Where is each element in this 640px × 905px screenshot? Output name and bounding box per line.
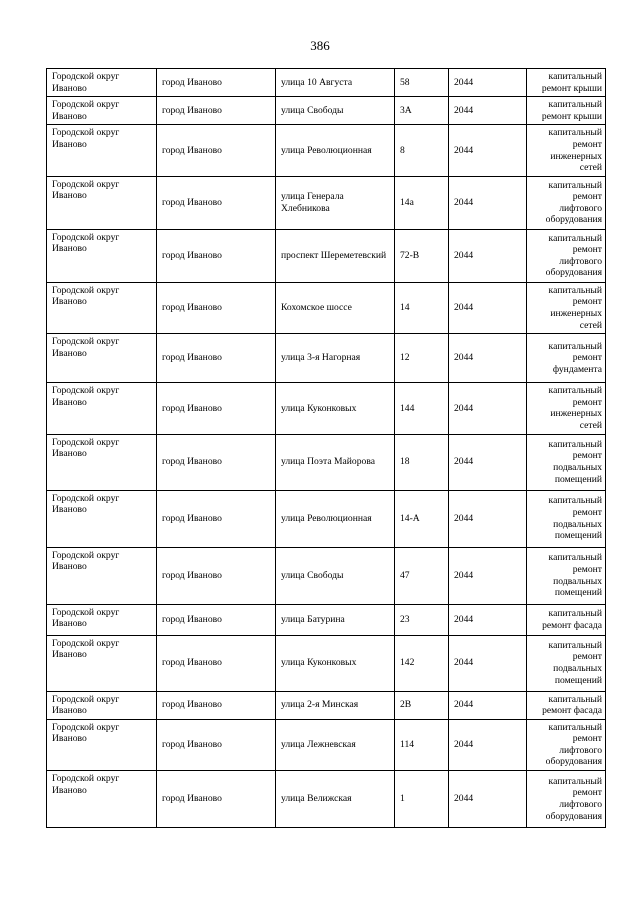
municipality-cell: Городской округ Иваново [47, 604, 157, 635]
table-row [47, 604, 606, 635]
year-cell: 2044 [449, 434, 527, 490]
locality-cell: город Иваново [157, 604, 276, 635]
table-body [47, 69, 606, 828]
locality-cell: город Иваново [157, 125, 276, 176]
street-cell: улица Куконковых [276, 635, 395, 691]
municipality-cell: Городской округ Иваново [47, 97, 157, 125]
work-type-cell: капитальный ремонт инженерных сетей [527, 383, 606, 434]
work-type-cell: капитальный ремонт подвальных помещений [527, 547, 606, 604]
work-type-cell: капитальный ремонт крыши [527, 69, 606, 97]
table-row [47, 434, 606, 490]
work-type-cell: капитальный ремонт лифтового оборудования [527, 229, 606, 282]
locality-cell: город Иваново [157, 176, 276, 229]
municipality-cell: Городской округ Иваново [47, 719, 157, 770]
table-row [47, 490, 606, 547]
municipality-cell: Городской округ Иваново [47, 635, 157, 691]
year-cell: 2044 [449, 547, 527, 604]
year-cell: 2044 [449, 771, 527, 828]
locality-cell: город Иваново [157, 383, 276, 434]
table-row [47, 691, 606, 719]
locality-cell: город Иваново [157, 719, 276, 770]
year-cell: 2044 [449, 383, 527, 434]
table-row [47, 547, 606, 604]
municipality-cell: Городской округ Иваново [47, 176, 157, 229]
house-number-cell: 58 [395, 69, 449, 97]
table-row [47, 69, 606, 97]
municipality-cell: Городской округ Иваново [47, 771, 157, 828]
locality-cell: город Иваново [157, 547, 276, 604]
municipality-cell: Городской округ Иваново [47, 547, 157, 604]
work-type-cell: капитальный ремонт лифтового оборудования [527, 719, 606, 770]
repair-schedule-table [46, 68, 606, 828]
street-cell: улица Генерала Хлебникова [276, 176, 395, 229]
house-number-cell: 23 [395, 604, 449, 635]
table-row [47, 771, 606, 828]
municipality-cell: Городской округ Иваново [47, 229, 157, 282]
year-cell: 2044 [449, 691, 527, 719]
year-cell: 2044 [449, 635, 527, 691]
locality-cell: город Иваново [157, 282, 276, 333]
locality-cell: город Иваново [157, 69, 276, 97]
street-cell: улица Куконковых [276, 383, 395, 434]
work-type-cell: капитальный ремонт инженерных сетей [527, 282, 606, 333]
house-number-cell: 18 [395, 434, 449, 490]
house-number-cell: 14 [395, 282, 449, 333]
house-number-cell: 8 [395, 125, 449, 176]
locality-cell: город Иваново [157, 229, 276, 282]
work-type-cell: капитальный ремонт фасада [527, 604, 606, 635]
table-row [47, 282, 606, 333]
locality-cell: город Иваново [157, 97, 276, 125]
municipality-cell: Городской округ Иваново [47, 434, 157, 490]
street-cell: проспект Шереметевский [276, 229, 395, 282]
year-cell: 2044 [449, 490, 527, 547]
locality-cell: город Иваново [157, 434, 276, 490]
table-row [47, 383, 606, 434]
work-type-cell: капитальный ремонт подвальных помещений [527, 635, 606, 691]
year-cell: 2044 [449, 334, 527, 383]
work-type-cell: капитальный ремонт фасада [527, 691, 606, 719]
house-number-cell: 2В [395, 691, 449, 719]
table-row [47, 97, 606, 125]
municipality-cell: Городской округ Иваново [47, 334, 157, 383]
house-number-cell: 72-В [395, 229, 449, 282]
house-number-cell: 14а [395, 176, 449, 229]
municipality-cell: Городской округ Иваново [47, 282, 157, 333]
work-type-cell: капитальный ремонт инженерных сетей [527, 125, 606, 176]
year-cell: 2044 [449, 69, 527, 97]
locality-cell: город Иваново [157, 771, 276, 828]
work-type-cell: капитальный ремонт подвальных помещений [527, 434, 606, 490]
municipality-cell: Городской округ Иваново [47, 490, 157, 547]
locality-cell: город Иваново [157, 490, 276, 547]
year-cell: 2044 [449, 604, 527, 635]
table-row [47, 176, 606, 229]
house-number-cell: 3А [395, 97, 449, 125]
house-number-cell: 12 [395, 334, 449, 383]
house-number-cell: 142 [395, 635, 449, 691]
locality-cell: город Иваново [157, 635, 276, 691]
municipality-cell: Городской округ Иваново [47, 383, 157, 434]
municipality-cell: Городской округ Иваново [47, 691, 157, 719]
municipality-cell: Городской округ Иваново [47, 69, 157, 97]
work-type-cell: капитальный ремонт фундамента [527, 334, 606, 383]
house-number-cell: 144 [395, 383, 449, 434]
year-cell: 2044 [449, 176, 527, 229]
street-cell: улица 2-я Минская [276, 691, 395, 719]
house-number-cell: 114 [395, 719, 449, 770]
street-cell: улица Велижская [276, 771, 395, 828]
page-number: 386 [310, 38, 330, 53]
street-cell: улица Революционная [276, 125, 395, 176]
street-cell: улица Лежневская [276, 719, 395, 770]
street-cell: улица Батурина [276, 604, 395, 635]
municipality-cell: Городской округ Иваново [47, 125, 157, 176]
table-row [47, 334, 606, 383]
street-cell: улица 3-я Нагорная [276, 334, 395, 383]
street-cell: улица Свободы [276, 547, 395, 604]
house-number-cell: 47 [395, 547, 449, 604]
street-cell: улица 10 Августа [276, 69, 395, 97]
locality-cell: город Иваново [157, 334, 276, 383]
street-cell: улица Свободы [276, 97, 395, 125]
year-cell: 2044 [449, 719, 527, 770]
table-row [47, 229, 606, 282]
house-number-cell: 1 [395, 771, 449, 828]
table-row [47, 635, 606, 691]
table-row [47, 719, 606, 770]
year-cell: 2044 [449, 125, 527, 176]
year-cell: 2044 [449, 229, 527, 282]
work-type-cell: капитальный ремонт подвальных помещений [527, 490, 606, 547]
table-row [47, 125, 606, 176]
street-cell: Кохомское шоссе [276, 282, 395, 333]
year-cell: 2044 [449, 282, 527, 333]
work-type-cell: капитальный ремонт лифтового оборудования [527, 771, 606, 828]
street-cell: улица Поэта Майорова [276, 434, 395, 490]
house-number-cell: 14-А [395, 490, 449, 547]
street-cell: улица Революционная [276, 490, 395, 547]
work-type-cell: капитальный ремонт крыши [527, 97, 606, 125]
work-type-cell: капитальный ремонт лифтового оборудования [527, 176, 606, 229]
year-cell: 2044 [449, 97, 527, 125]
locality-cell: город Иваново [157, 691, 276, 719]
